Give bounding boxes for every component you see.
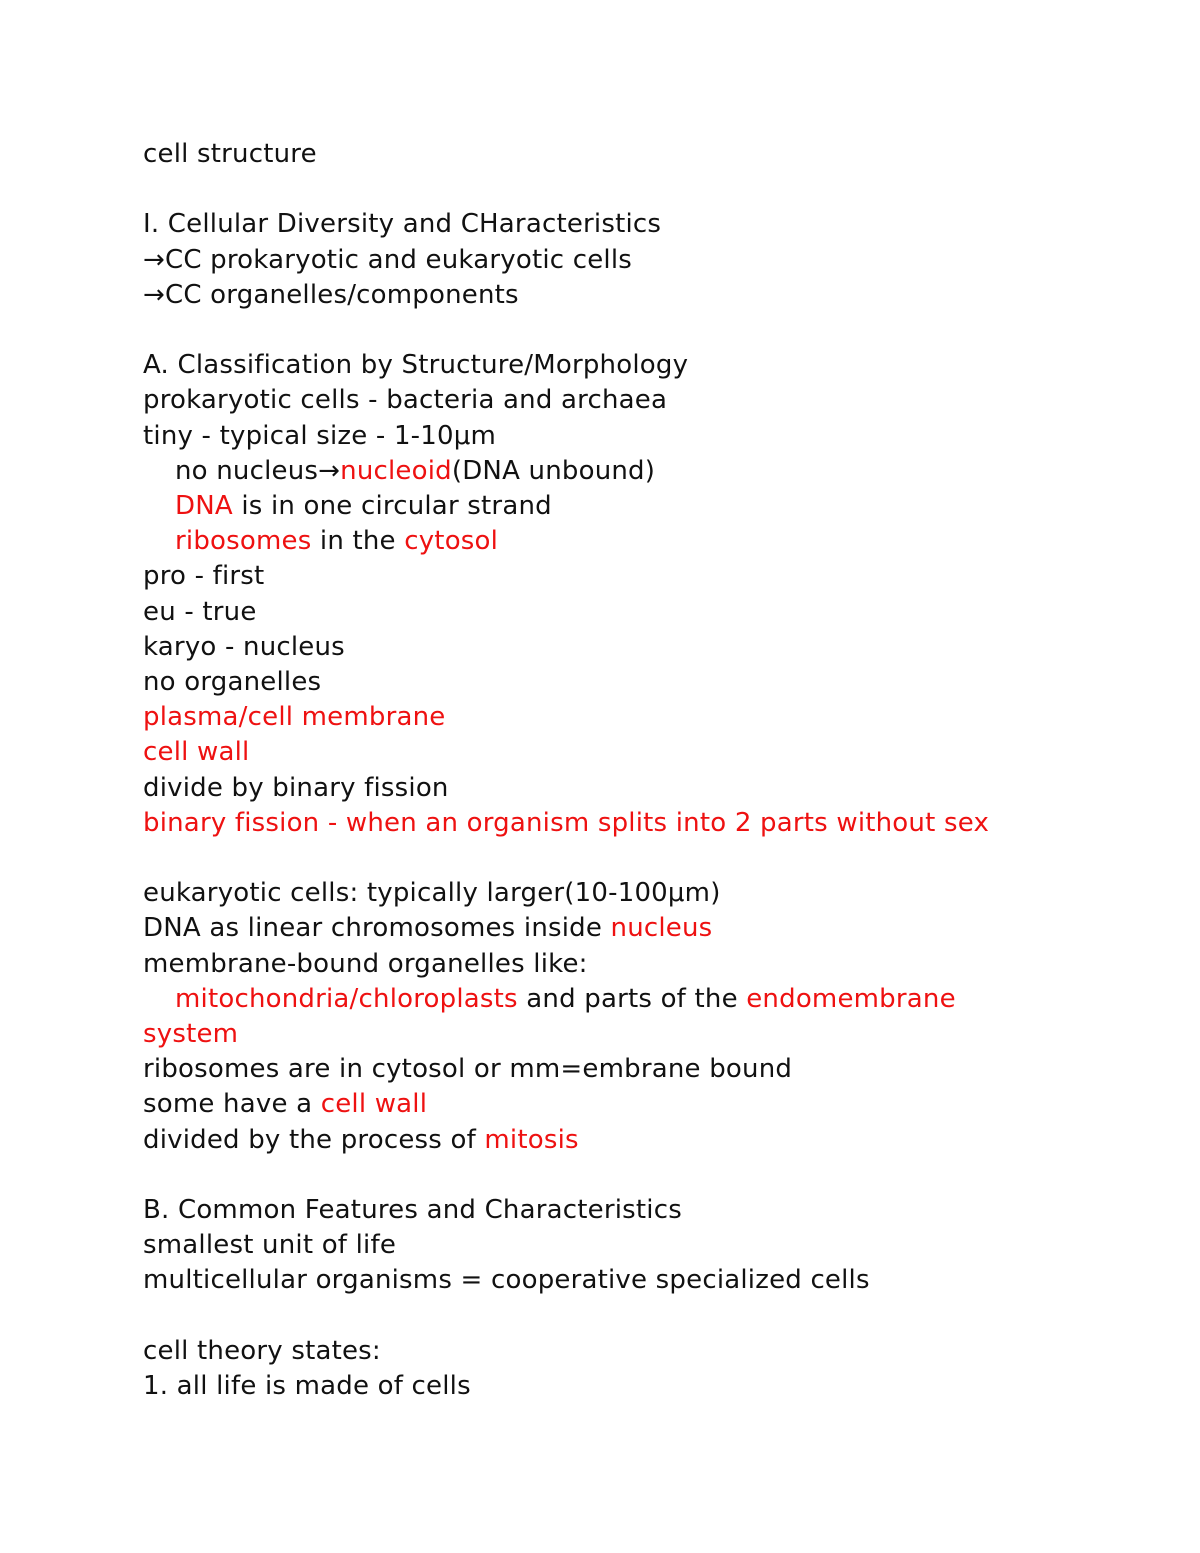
section-heading-1: I. Cellular Diversity and CHaracteristics bbox=[143, 209, 662, 240]
text-line: tiny - typical size - 1-10μm bbox=[143, 420, 497, 451]
document-title: cell structure bbox=[143, 139, 317, 169]
blank-line bbox=[143, 1299, 1103, 1334]
section-heading-a: A. Classification by Structure/Morphology bbox=[143, 350, 689, 381]
text-line: membrane-bound organelles like: bbox=[143, 948, 588, 979]
blank-line bbox=[143, 1158, 1103, 1193]
text-segment: some have a bbox=[143, 1089, 321, 1120]
text-line: divide by binary fission bbox=[143, 772, 449, 803]
highlighted-term: mitosis bbox=[484, 1124, 579, 1155]
text-line bbox=[143, 911, 1103, 946]
highlighted-line: plasma/cell membrane bbox=[143, 702, 446, 733]
text-segment: divided by the process of bbox=[143, 1124, 485, 1155]
section-heading-b: B. Common Features and Characteristics bbox=[143, 1195, 682, 1226]
text-line: karyo - nucleus bbox=[143, 631, 345, 662]
document-body bbox=[143, 137, 1103, 1404]
text-line: no organelles bbox=[143, 667, 322, 698]
text-segment: no nucleus→ bbox=[175, 455, 341, 486]
highlighted-term: mitochondria/chloroplasts bbox=[175, 983, 518, 1014]
text-line: multicellular organisms = cooperative specialized cells bbox=[143, 1265, 870, 1296]
blank-line bbox=[143, 172, 1103, 207]
text-segment: (DNA unbound) bbox=[451, 455, 656, 486]
highlighted-term: ribosomes bbox=[175, 526, 312, 557]
list-item: 1. all life is made of cells bbox=[143, 1371, 471, 1402]
highlighted-term: endomembrane bbox=[746, 983, 956, 1014]
text-line bbox=[143, 1087, 1103, 1122]
bullet-line: →CC prokaryotic and eukaryotic cells bbox=[143, 244, 633, 275]
text-segment: in the bbox=[311, 526, 405, 557]
text-line bbox=[143, 524, 1103, 559]
highlighted-term: nucleoid bbox=[340, 455, 452, 486]
highlighted-line: cell wall bbox=[143, 737, 250, 768]
blank-line bbox=[143, 841, 1103, 876]
text-line bbox=[143, 1123, 1103, 1158]
text-line: eu - true bbox=[143, 596, 257, 627]
text-line: pro - first bbox=[143, 561, 265, 592]
highlighted-term: DNA bbox=[175, 491, 233, 521]
highlighted-term: cytosol bbox=[404, 526, 499, 557]
highlighted-line: binary fission - when an organism splits into 2 parts without sex bbox=[143, 807, 990, 838]
text-line bbox=[143, 454, 1103, 489]
text-line: cell theory states: bbox=[143, 1335, 381, 1366]
highlighted-term: cell wall bbox=[320, 1089, 428, 1120]
text-line: prokaryotic cells - bacteria and archaea bbox=[143, 385, 668, 416]
text-line: smallest unit of life bbox=[143, 1230, 397, 1261]
text-line: eukaryotic cells: typically larger(10-100μm) bbox=[143, 878, 721, 909]
text-line: ribosomes are in cytosol or mm=embrane bound bbox=[143, 1054, 793, 1085]
blank-line bbox=[143, 313, 1103, 348]
text-line bbox=[143, 489, 1103, 524]
text-segment: DNA as linear chromosomes inside bbox=[143, 913, 611, 944]
text-segment: is in one circular strand bbox=[232, 491, 552, 521]
highlighted-line: system bbox=[143, 1019, 239, 1050]
text-segment: and parts of the bbox=[517, 983, 747, 1014]
text-line bbox=[143, 982, 1103, 1017]
bullet-line: →CC organelles/components bbox=[143, 279, 519, 310]
highlighted-term: nucleus bbox=[610, 913, 713, 944]
